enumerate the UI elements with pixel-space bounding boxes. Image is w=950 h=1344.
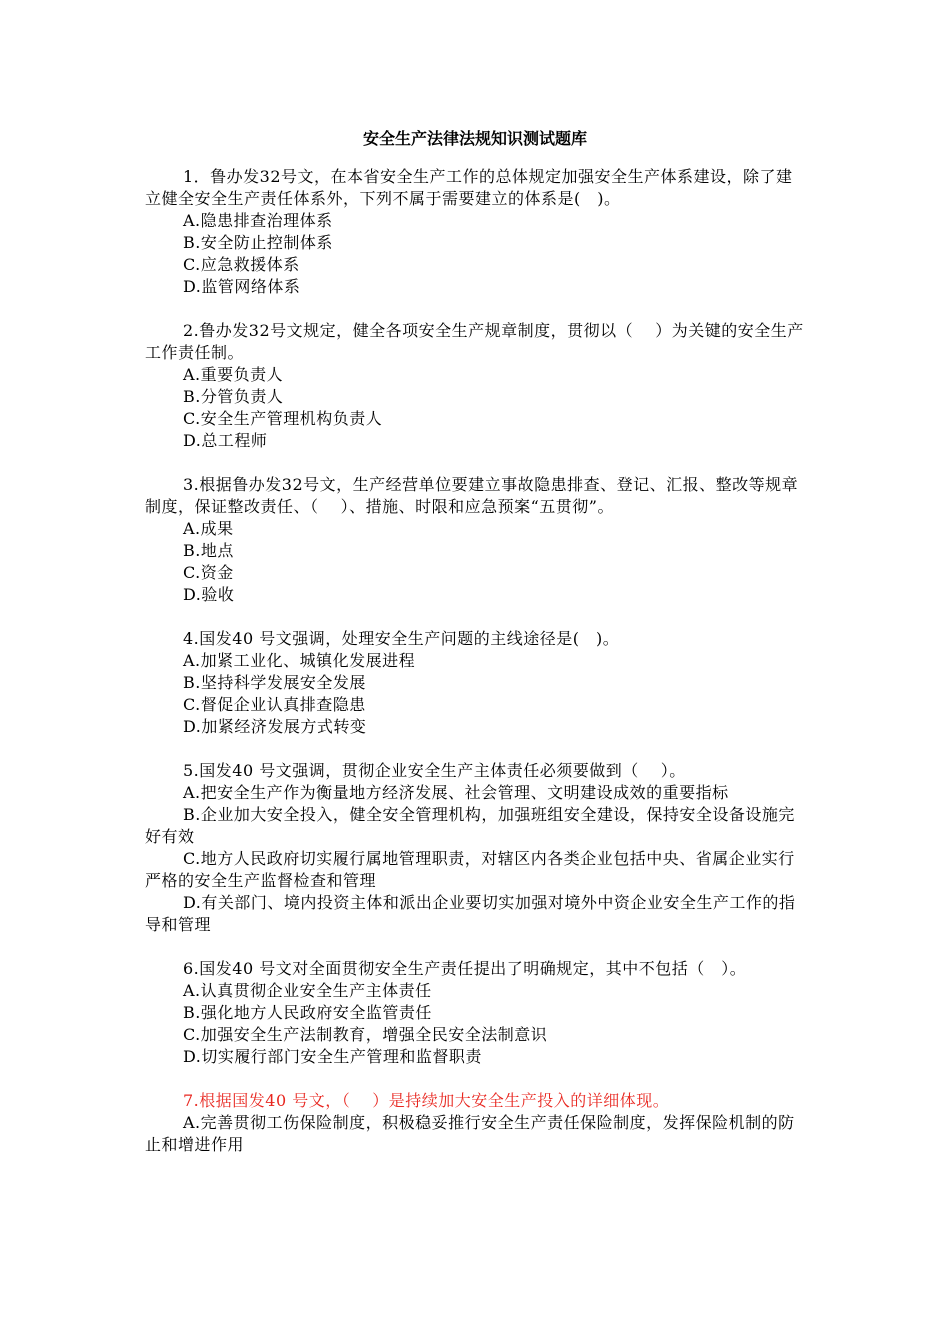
question-list: [145, 166, 805, 1178]
option-c: C.安全生产管理机构负责人: [183, 409, 383, 428]
option-b: B.地点: [183, 541, 234, 560]
option-b: B.分管负责人: [183, 387, 284, 406]
document-title: 安全生产法律法规知识测试题库: [362, 129, 587, 148]
option-d: D.加紧经济发展方式转变: [183, 717, 367, 736]
question-stem: 4.国发40 号文强调，处理安全生产问题的主线途径是( )。: [183, 629, 620, 648]
option-c: C.应急救援体系: [183, 255, 300, 274]
question-6: [145, 958, 805, 1068]
question-4: [145, 628, 805, 738]
option-c: C.资金: [183, 563, 234, 582]
option-c: C.地方人民政府切实履行属地管理职责，对辖区内各类企业包括中央、省属企业实行严格的安全生产监督检查和管理: [145, 849, 795, 890]
option-a: A.重要负责人: [183, 365, 284, 384]
option-a: A.成果: [183, 519, 234, 538]
option-a: A.把安全生产作为衡量地方经济发展、社会管理、文明建设成效的重要指标: [183, 783, 729, 802]
option-d: D.切实履行部门安全生产管理和监督职责: [183, 1047, 482, 1066]
option-b: B.企业加大安全投入，健全安全管理机构，加强班组安全建设，保持安全设备设施完好有效: [145, 805, 795, 846]
question-2: [145, 320, 805, 452]
option-d: D.监管网络体系: [183, 277, 301, 296]
option-a: A.完善贯彻工伤保险制度，积极稳妥推行安全生产责任保险制度，发挥保险机制的防止和增进作用: [145, 1113, 795, 1154]
question-stem: 2.鲁办发32号文规定，健全各项安全生产规章制度，贯彻以（ ）为关键的安全生产工作责任制。: [145, 321, 804, 362]
question-stem: 3.根据鲁办发32号文，生产经营单位要建立事故隐患排查、登记、汇报、整改等规章制度，保证整改责任、（ ）、措施、时限和应急预案“五贯彻”。: [145, 475, 799, 516]
option-b: B.安全防止控制体系: [183, 233, 333, 252]
question-stem: 5.国发40 号文强调，贯彻企业安全生产主体责任必须要做到（ ）。: [183, 761, 686, 780]
question-stem: 1．鲁办发32号文，在本省安全生产工作的总体规定加强安全生产体系建设，除了建立健全安全生产责任体系外，下列不属于需要建立的体系是( )。: [145, 167, 793, 208]
option-c: C.督促企业认真排查隐患: [183, 695, 366, 714]
option-d: D.总工程师: [183, 431, 268, 450]
question-1: [145, 166, 805, 298]
option-b: B.强化地方人民政府安全监管责任: [183, 1003, 432, 1022]
option-d: D.验收: [183, 585, 235, 604]
question-stem-highlighted: 7.根据国发40 号文，（ ）是持续加大安全生产投入的详细体现。: [183, 1091, 670, 1110]
question-stem: 6.国发40 号文对全面贯彻安全生产责任提出了明确规定，其中不包括（ ）。: [183, 959, 747, 978]
option-a: A.隐患排查治理体系: [183, 211, 333, 230]
question-7: [145, 1090, 805, 1156]
question-5: [145, 760, 805, 936]
option-a: A.认真贯彻企业安全生产主体责任: [183, 981, 432, 1000]
option-c: C.加强安全生产法制教育，增强全民安全法制意识: [183, 1025, 548, 1044]
option-b: B.坚持科学发展安全发展: [183, 673, 366, 692]
option-d: D.有关部门、境内投资主体和派出企业要切实加强对境外中资企业安全生产工作的指导和管理: [145, 893, 796, 934]
option-a: A.加紧工业化、城镇化发展进程: [183, 651, 416, 670]
question-3: [145, 474, 805, 606]
